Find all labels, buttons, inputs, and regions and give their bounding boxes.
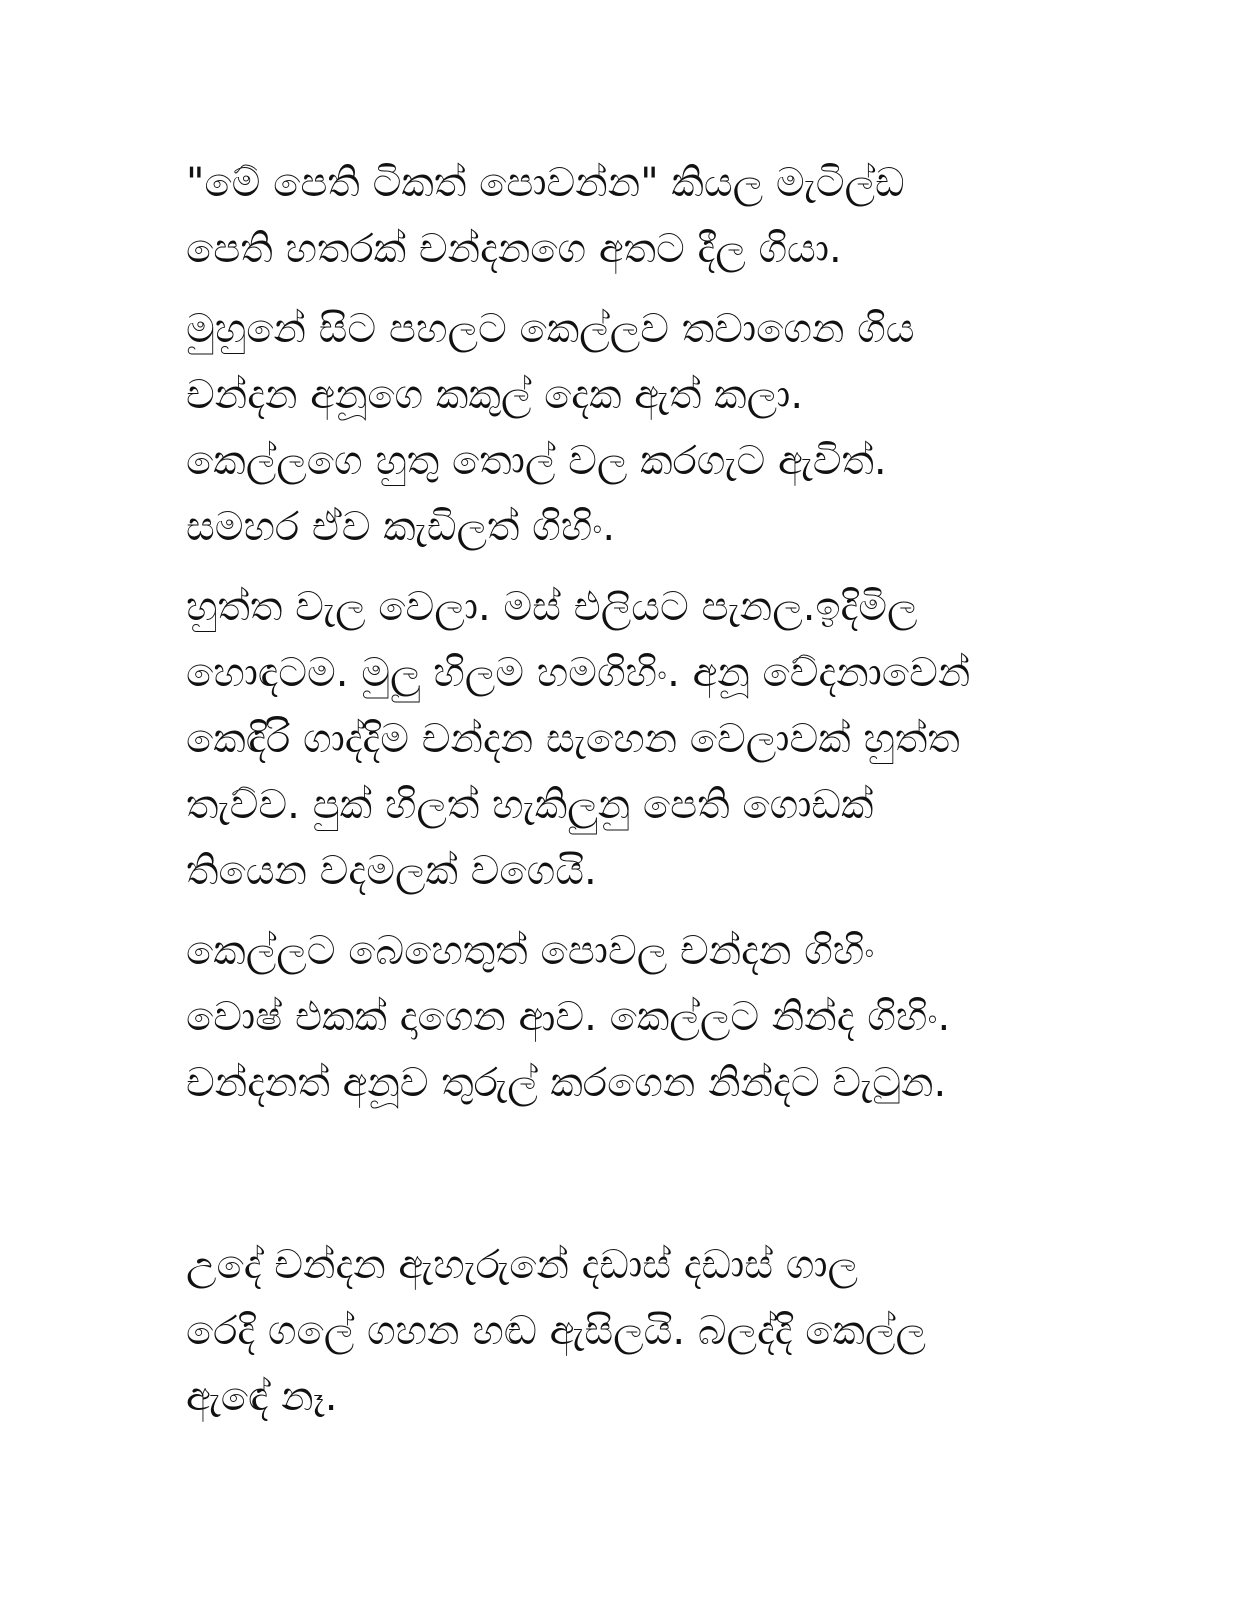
text-line: හුත්ත වැල වෙලා. මස් එලියට පැනල.ඉදිමිල [186, 584, 918, 630]
text-line: චන්දන අනූගෙ කකුල් දෙක ඇත් කලා. [186, 372, 804, 418]
paragraph-5 [146, 1232, 1068, 1430]
text-line: රෙදි ගලේ ගහන හඬ ඇසිලයි. බලද්දි කෙල්ල [186, 1308, 926, 1354]
text-line: වොෂ් එකක් දාගෙන ආව. කෙල්ලට නින්ද ගිහිං. [186, 994, 951, 1040]
paragraph-2 [146, 296, 1068, 560]
text-line: තැව්ව. පුක් හිලත් හැකිලුනු පෙති ගොඩක් [186, 782, 874, 828]
text-line: සමහර ඒව කැඩිලත් ගිහිං. [186, 504, 616, 550]
text-line: කෙල්ලට බෙහෙතුත් පොවල චන්දන ගිහිං [186, 928, 875, 974]
text-line: පෙති හතරක් චන්දනගෙ අතට දීල ගියා. [186, 226, 842, 272]
text-line: හොඳටම. මුලු හිලම හමගිහිං. අනූ වේදනාවෙන් [186, 650, 971, 696]
paragraph-3 [146, 574, 1068, 904]
text-line: චන්දනත් අනූව තුරුල් කරගෙන නින්දට වැටුන. [186, 1060, 947, 1106]
document-page [146, 150, 1068, 1430]
paragraph-4 [146, 918, 1068, 1116]
text-line: "මේ පෙති ටිකත් පොවන්න" කියල මැටිල්ඩ [186, 160, 905, 206]
text-line: මුහුනේ සිට පහලට කෙල්ලව තවාගෙන ගිය [186, 306, 915, 352]
paragraph-1 [146, 150, 1068, 282]
text-line: කෙල්ලගෙ හුතු තොල් වල කරගැට ඇවිත්. [186, 438, 887, 484]
text-line: ඇඳේ නෑ. [186, 1374, 338, 1420]
text-line: කෙඳිරි ගාද්දිම චන්දන සැහෙන වෙලාවක් හුත්ත [186, 716, 960, 762]
text-line: උදේ චන්දන ඇහැරුනේ දඩාස් දඩාස් ගාල [186, 1242, 859, 1288]
text-line: තියෙන වදමලක් වගෙයි. [186, 848, 597, 894]
